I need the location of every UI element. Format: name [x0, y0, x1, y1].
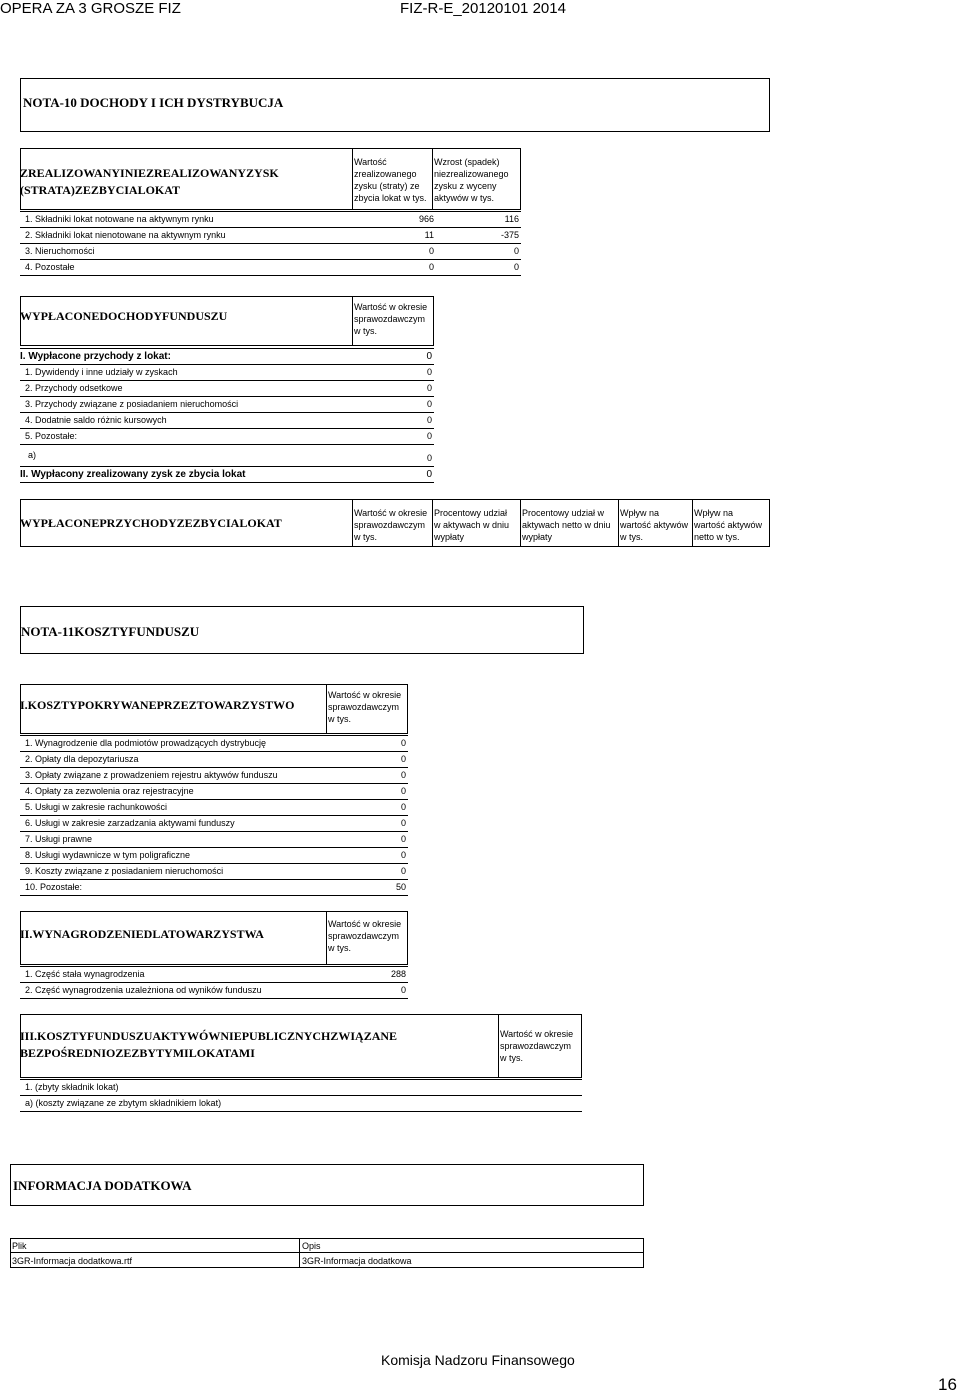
- row-label: 4. Opłaty za zezwolenia oraz rejestracyjne: [25, 786, 194, 796]
- col-header-line: Wartość w okresie: [354, 508, 428, 518]
- row-label: 8. Usługi wydawnicze w tym poligraficzne: [25, 850, 191, 860]
- row-value: 0: [400, 754, 406, 764]
- col-header-line: w tys.: [620, 532, 644, 542]
- row-value-2: 116: [504, 214, 519, 224]
- col-header-line: w tys.: [354, 326, 378, 336]
- row-label: 4. Pozostałe: [25, 262, 75, 272]
- row-label: 10. Pozostałe:: [25, 882, 83, 892]
- wynagrodzenie-col-header: [328, 918, 401, 954]
- col-header-line: w tys.: [328, 714, 352, 724]
- table-row: [20, 863, 408, 879]
- niepubliczne-title-line2: BEZPOŚREDNIOZEZBYTYMILOKATAMI: [20, 1046, 255, 1060]
- niepubliczne-col-header: [500, 1028, 573, 1064]
- table-row: [20, 783, 408, 799]
- row-value: 50: [395, 882, 406, 892]
- nota10-title: NOTA-10 DOCHODY I ICH DYSTRYBUCJA: [23, 95, 284, 110]
- row-label: 7. Usługi prawne: [25, 834, 93, 844]
- przychody-col-header: [354, 507, 427, 543]
- col-header-line: netto w tys.: [694, 532, 740, 542]
- col-header-line: w tys.: [328, 943, 352, 953]
- nota11-title-box: [20, 606, 584, 654]
- table-row: [20, 1095, 582, 1111]
- row-label: 5. Pozostałe:: [25, 431, 78, 441]
- info-title: INFORMACJA DODATKOWA: [13, 1178, 192, 1193]
- info-file-name[interactable]: 3GR-Informacja dodatkowa.rtf: [12, 1256, 133, 1266]
- row-value: 288: [390, 969, 406, 979]
- row-value: 0: [426, 351, 432, 362]
- info-file-desc: 3GR-Informacja dodatkowa: [302, 1256, 412, 1266]
- row-value: 0: [426, 431, 432, 441]
- row-label: 2. Część wynagrodzenia uzależniona od wyników funduszu: [25, 985, 262, 995]
- footer-org: Komisja Nadzoru Finansowego: [381, 1352, 575, 1368]
- col-header-line: sprawozdawczym: [500, 1041, 572, 1051]
- table-row: [20, 364, 434, 380]
- table-row: [20, 243, 521, 259]
- row-value: 0: [426, 383, 432, 393]
- przychody-title: WYPŁACONEPRZYCHODYZEZBYCIALOKAT: [20, 516, 282, 530]
- row-value: 0: [400, 818, 406, 828]
- zysk-title-line1: ZREALIZOWANYINIEZREALIZOWANYZYSK: [20, 166, 279, 180]
- row-value: 0: [400, 786, 406, 796]
- wyplacone-col-header: [354, 301, 427, 337]
- col-header-line: w tys.: [354, 532, 378, 542]
- row-value-1: 11: [424, 230, 434, 240]
- row-label: I. Wypłacone przychody z lokat:: [20, 351, 171, 362]
- col-header-line: sprawozdawczym: [354, 520, 426, 530]
- table-row: [20, 211, 521, 227]
- header-right: FIZ-R-E_20120101 2014: [400, 0, 566, 17]
- row-value: 0: [400, 770, 406, 780]
- row-label: 5. Usługi w zakresie rachunkowości: [25, 802, 168, 812]
- row-label: 2. Przychody odsetkowe: [25, 383, 123, 393]
- col-header-line: w aktywach w dniu: [434, 520, 510, 530]
- table-row: [20, 444, 434, 466]
- info-title-box: [10, 1164, 644, 1206]
- row-value: 0: [426, 415, 432, 425]
- koszty-col-header: [328, 689, 401, 725]
- row-value: 0: [426, 453, 432, 463]
- table-row: [20, 831, 408, 847]
- col-header-line: sprawozdawczym: [328, 702, 400, 712]
- table-row: [20, 396, 434, 412]
- row-label: 3. Nieruchomości: [25, 246, 95, 256]
- table-row: [20, 412, 434, 428]
- table-row: [20, 751, 408, 767]
- table-row: [20, 1079, 582, 1095]
- row-value-2: -375: [500, 230, 519, 240]
- zysk-col2-line: niezrealizowanego: [434, 169, 509, 179]
- row-value-1: 0: [428, 262, 434, 272]
- row-value: 0: [400, 834, 406, 844]
- row-label: 4. Dodatnie saldo różnic kursowych: [25, 415, 167, 425]
- table-row: [20, 966, 408, 982]
- row-label: 1. Wynagrodzenie dla podmiotów prowadzących dystrybucję: [25, 738, 267, 748]
- przychody-col-header: [434, 507, 509, 543]
- col-header-line: wartość aktywów: [620, 520, 689, 530]
- row-label: 6. Usługi w zakresie zarzadzania aktywami funduszy: [25, 818, 235, 828]
- row-value: 0: [400, 866, 406, 876]
- niepubliczne-title-line1: III.KOSZTYFUNDUSZUAKTYWÓWNIEPUBLICZNYCHZWIĄZANE: [20, 1029, 398, 1043]
- col-header-line: Wartość w okresie: [354, 302, 428, 312]
- row-value-1: 0: [428, 246, 434, 256]
- zysk-col1-header: [354, 156, 427, 204]
- row-value-2: 0: [513, 246, 519, 256]
- col-header-line: Wartość w okresie: [500, 1029, 574, 1039]
- zysk-col2-line: Wzrost (spadek): [434, 157, 500, 167]
- wynagrodzenie-title: II.WYNAGRODZENIEDLATOWARZYSTWA: [20, 927, 264, 941]
- col-header-line: aktywach netto w dniu: [522, 520, 611, 530]
- table-row: [20, 879, 408, 895]
- row-value: 0: [426, 367, 432, 377]
- row-value: 0: [400, 985, 406, 995]
- row-label: 1. Dywidendy i inne udziały w zyskach: [25, 367, 178, 377]
- row-value: 0: [400, 738, 406, 748]
- table-row: [20, 466, 434, 482]
- table-row: [20, 767, 408, 783]
- zysk-col2-line: zysku z wyceny: [434, 181, 497, 191]
- row-label: a) (koszty związane ze zbytym składnikiem lokat): [25, 1098, 222, 1108]
- przychody-col-header: [694, 507, 762, 543]
- col-header-line: wypłaty: [434, 532, 465, 542]
- col-header-line: Procentowy udział: [434, 508, 508, 518]
- zysk-col1-line: zbycia lokat w tys.: [354, 193, 427, 203]
- info-header-file: Plik: [12, 1241, 27, 1251]
- col-header-line: Wartość w okresie: [328, 690, 402, 700]
- col-header-line: sprawozdawczym: [354, 314, 426, 324]
- table-row: [20, 348, 434, 364]
- col-header-line: Wpływ na: [620, 508, 660, 518]
- zysk-title-line2: (STRATA)ZEZBYCIALOKAT: [20, 183, 181, 197]
- row-value-1: 966: [418, 214, 434, 224]
- col-header-line: wartość aktywów: [694, 520, 763, 530]
- zysk-title: [20, 165, 279, 199]
- table-row: [20, 815, 408, 831]
- row-label: a): [28, 450, 37, 460]
- col-header-line: Wpływ na: [694, 508, 734, 518]
- row-value: 0: [400, 850, 406, 860]
- zysk-col1-line: zrealizowanego: [354, 169, 417, 179]
- info-header-desc: Opis: [302, 1241, 321, 1251]
- col-header-line: wypłaty: [522, 532, 553, 542]
- table-row: [20, 428, 434, 444]
- row-label: 3. Przychody związane z posiadaniem nieruchomości: [25, 399, 239, 409]
- zysk-col1-line: Wartość: [354, 157, 387, 167]
- nota11-title: NOTA-11KOSZTYFUNDUSZU: [21, 624, 200, 639]
- table-row: [20, 259, 521, 275]
- row-value-2: 0: [513, 262, 519, 272]
- row-value: 0: [426, 469, 432, 480]
- przychody-col-header: [620, 507, 688, 543]
- zysk-col1-line: zysku (straty) ze: [354, 181, 420, 191]
- row-label: 3. Opłaty związane z prowadzeniem rejestru aktywów funduszu: [25, 770, 278, 780]
- col-header-line: w tys.: [500, 1053, 524, 1063]
- table-row: [20, 799, 408, 815]
- col-header-line: sprawozdawczym: [328, 931, 400, 941]
- row-value: 0: [426, 399, 432, 409]
- header-left: OPERA ZA 3 GROSZE FIZ: [0, 0, 181, 17]
- row-label: 1. Część stała wynagrodzenia: [25, 969, 145, 979]
- zysk-col2-header: [434, 156, 509, 204]
- row-label: II. Wypłacony zrealizowany zysk ze zbycia lokat: [20, 469, 246, 480]
- row-value: 0: [400, 802, 406, 812]
- row-label: 1. Składniki lokat notowane na aktywnym rynku: [25, 214, 214, 224]
- table-row: [20, 227, 521, 243]
- table-row: [20, 982, 408, 998]
- page-number: 16: [938, 1375, 957, 1394]
- zysk-col2-line: aktywów w tys.: [434, 193, 495, 203]
- row-label: 1. (zbyty składnik lokat): [25, 1082, 119, 1092]
- col-header-line: Procentowy udział w: [522, 508, 605, 518]
- table-row: [20, 380, 434, 396]
- table-row: [20, 847, 408, 863]
- wyplacone-title: WYPŁACONEDOCHODYFUNDUSZU: [20, 309, 228, 323]
- nota10-title-box: [20, 78, 770, 132]
- przychody-col-header: [522, 507, 611, 543]
- row-label: 2. Składniki lokat nienotowane na aktywnym rynku: [25, 230, 226, 240]
- koszty-title: I.KOSZTYPOKRYWANEPRZEZTOWARZYSTWO: [20, 698, 295, 712]
- row-label: 2. Opłaty dla depozytariusza: [25, 754, 139, 764]
- col-header-line: Wartość w okresie: [328, 919, 402, 929]
- niepubliczne-title: [20, 1028, 397, 1062]
- row-label: 9. Koszty związane z posiadaniem nieruchomości: [25, 866, 224, 876]
- table-row: [20, 735, 408, 751]
